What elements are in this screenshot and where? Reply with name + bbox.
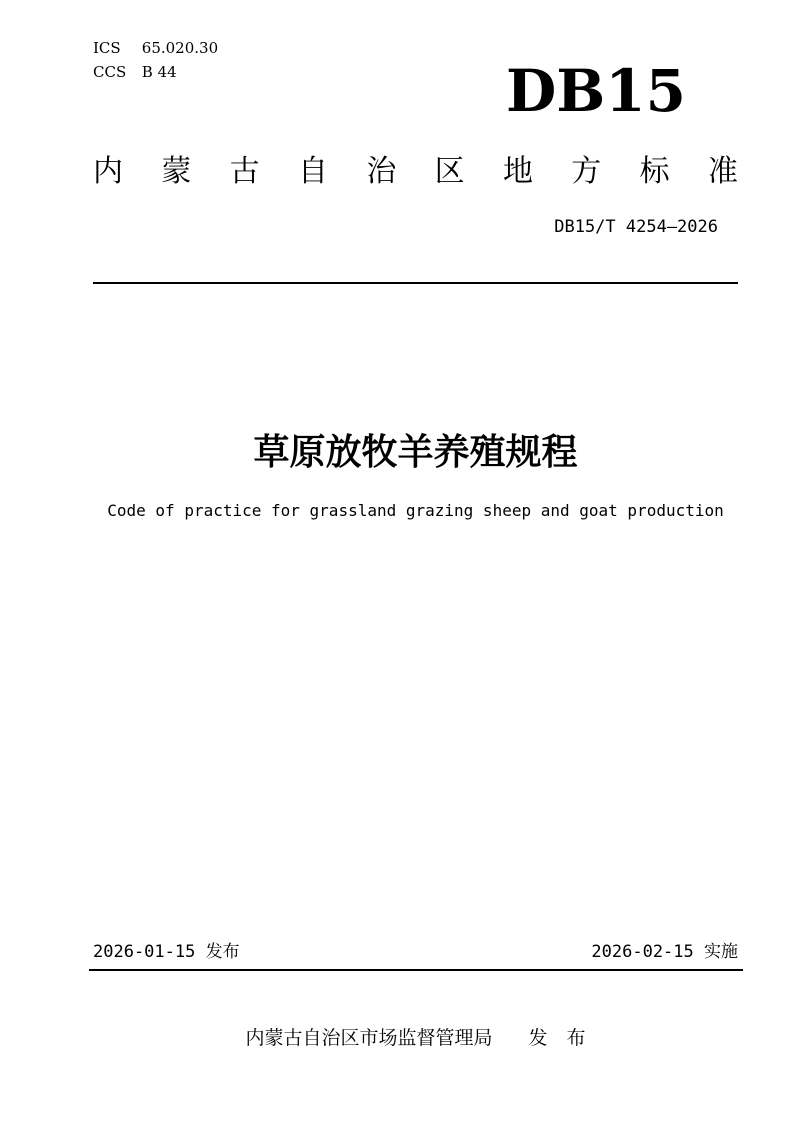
document-title: 草原放牧羊养殖规程 bbox=[253, 431, 578, 472]
standard-number: DB15/T 4254—2026 bbox=[554, 217, 718, 237]
ccs-label: CCS bbox=[93, 63, 127, 81]
ccs-code-line bbox=[93, 60, 218, 84]
publisher-line bbox=[93, 1026, 738, 1052]
standard-name-char: 古 bbox=[229, 155, 260, 188]
header-rule bbox=[93, 282, 738, 284]
db15-logo: DB15 bbox=[505, 57, 686, 125]
standard-name-char: 标 bbox=[639, 155, 670, 188]
implement-date: 2026-02-15 实施 bbox=[591, 942, 738, 962]
standard-name bbox=[93, 153, 738, 191]
standard-name-char: 自 bbox=[297, 155, 328, 188]
ics-label: ICS bbox=[93, 39, 121, 57]
document-title-english: Code of practice for grassland grazing sheep and goat production bbox=[107, 501, 724, 520]
issue-date: 2026-01-15 发布 bbox=[93, 942, 240, 962]
footer-rule bbox=[89, 969, 743, 971]
standard-name-char: 蒙 bbox=[161, 155, 192, 188]
ics-value: 65.020.30 bbox=[141, 39, 219, 57]
standard-name-char: 内 bbox=[93, 155, 123, 188]
classification-codes bbox=[93, 36, 218, 84]
ccs-value: B 44 bbox=[141, 63, 177, 81]
ics-code-line bbox=[93, 36, 218, 60]
dates-row bbox=[93, 940, 738, 964]
standard-name-char: 准 bbox=[707, 155, 738, 188]
publish-action: 发 布 bbox=[528, 1028, 586, 1049]
publisher-agency: 内蒙古自治区市场监督管理局 bbox=[245, 1028, 493, 1049]
standard-name-char: 方 bbox=[571, 155, 602, 188]
standard-name-char: 区 bbox=[434, 155, 465, 188]
standard-name-char: 地 bbox=[502, 155, 533, 188]
standard-name-char: 治 bbox=[366, 155, 397, 188]
